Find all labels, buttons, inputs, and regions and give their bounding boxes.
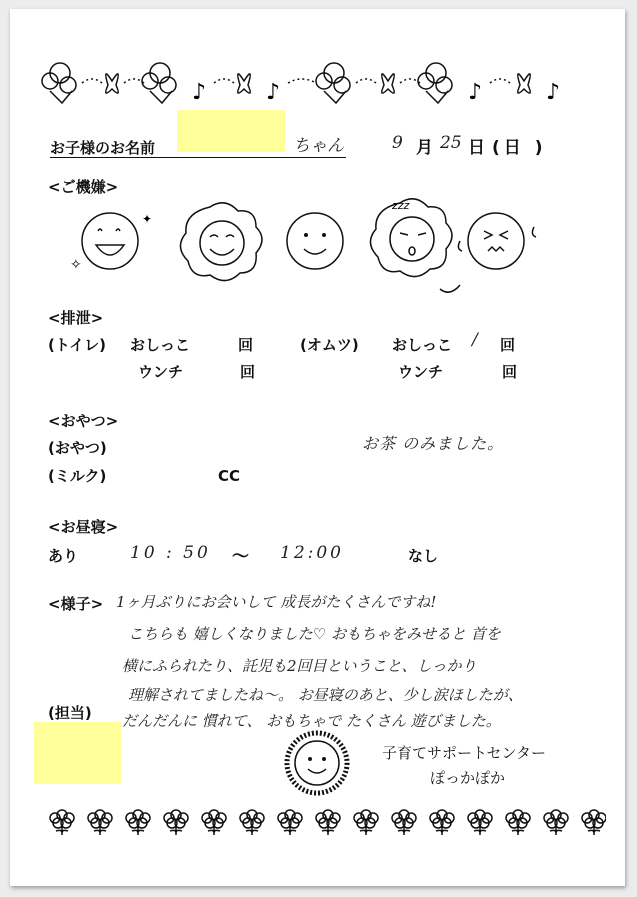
sleeping-flower-face-icon (370, 199, 460, 292)
bottom-decorative-border (46, 803, 606, 839)
diaper-pee-label: おしっこ (392, 336, 453, 354)
music-note-icon: ♪ (266, 80, 281, 105)
svg-text:zzz: zzz (392, 199, 410, 212)
diaper-poo-times: 回 (502, 363, 518, 381)
toilet-poo-label: ウンチ (138, 363, 184, 381)
center-name-line2: ぽっかぽか (430, 769, 506, 787)
center-name-line1: 子育てサポートセンター (382, 744, 546, 762)
nap-start-time: 10 : 50 (130, 543, 211, 563)
child-name-label: お子様のお名前 (50, 139, 156, 157)
bouquet-icon (142, 63, 176, 103)
diaper-label: (オムツ) (300, 336, 359, 354)
nap-no-label: なし (408, 547, 439, 565)
music-note-icon: ♪ (468, 80, 483, 105)
smiling-flower-face-icon (180, 203, 262, 281)
diaper-pee-times: 回 (500, 336, 516, 354)
nap-end-time: 12:00 (280, 543, 344, 563)
flower-icon (50, 810, 74, 835)
honorific: ちゃん (293, 136, 344, 156)
name-underline (50, 157, 346, 158)
svg-text:✧: ✧ (70, 257, 82, 273)
toilet-poo-times: 回 (240, 363, 256, 381)
butterfly-icon (238, 74, 251, 93)
music-note-icon: ♪ (192, 80, 207, 105)
weekday: (日 ) (492, 138, 547, 158)
staff-name-redaction (34, 722, 121, 784)
snack-note: お茶 のみました。 (362, 434, 505, 453)
day-unit: 日 (468, 138, 485, 158)
butterfly-icon (518, 74, 531, 93)
state-line: 1ヶ月ぶりにお会いして 成長がたくさんですね! (116, 593, 437, 611)
mood-heading: <ご機嫌> (48, 178, 119, 196)
state-line: こちらも 嬉しくなりました♡ おもちゃをみせると 首を (128, 625, 501, 643)
state-line: 理解されてましたね〜。 お昼寝のあと、少し涙ほしたが、 (128, 686, 523, 704)
toilet-heading: <排泄> (48, 309, 104, 327)
date-month: 9 (392, 133, 403, 153)
snack-label: (おやつ) (48, 439, 107, 457)
nap-heading: <お昼寝> (48, 518, 119, 536)
toilet-pee-times: 回 (238, 336, 254, 354)
sun-logo-icon (280, 725, 354, 799)
nap-yes-label: あり (48, 547, 79, 565)
state-line: だんだんに 慣れて、 おもちゃで たくさん 遊びました。 (122, 712, 501, 730)
music-note-icon: ♪ (546, 80, 561, 105)
state-heading: <様子> (48, 595, 104, 613)
toilet-pee-label: おしっこ (130, 336, 191, 354)
smile-face-icon (287, 213, 343, 269)
butterfly-icon (382, 74, 395, 93)
bouquet-icon (42, 63, 76, 103)
state-line: 横にふられたり、託児も2回目ということ、しっかり (122, 657, 477, 675)
date-day: 25 (440, 133, 462, 153)
contact-sheet (10, 9, 625, 886)
toilet-label: (トイレ) (48, 336, 106, 354)
diaper-poo-label: ウンチ (398, 363, 444, 381)
crying-face-icon (458, 213, 536, 269)
diaper-pee-slash: / (472, 330, 478, 350)
staff-label: (担当) (48, 704, 92, 722)
mood-faces (60, 189, 560, 299)
snack-heading: <おやつ> (48, 412, 119, 430)
milk-label: (ミルク) (48, 467, 107, 485)
butterfly-icon (106, 74, 119, 93)
very-happy-face-icon (70, 212, 152, 273)
top-decorative-border (32, 53, 592, 117)
bouquet-icon (316, 63, 350, 103)
svg-text:✦: ✦ (142, 212, 153, 226)
child-name-redaction (177, 110, 285, 152)
milk-unit: CC (218, 467, 241, 485)
bouquet-icon (418, 63, 452, 103)
nap-tilde: 〜 (232, 547, 249, 567)
month-unit: 月 (416, 138, 433, 158)
